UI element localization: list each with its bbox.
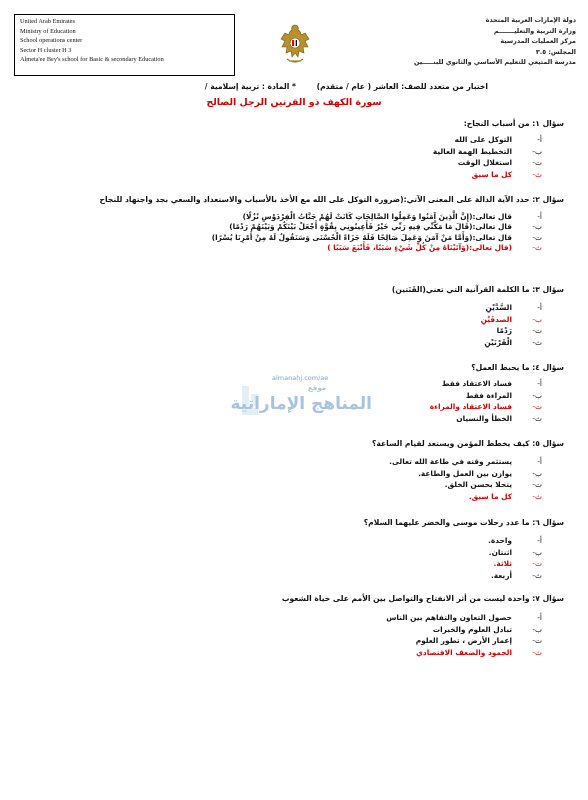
option-letter: ب- — [532, 624, 542, 634]
options-list — [19, 302, 542, 348]
en-line: United Arab Emirates — [20, 18, 75, 25]
ar-line: مركز العمليات المدرسية — [500, 37, 576, 46]
en-line: Sector H cluster H 3 — [20, 46, 72, 54]
page-title: سورة الكهف ذو القرنين الرجل الصالح — [206, 97, 382, 108]
option-d-correct — [19, 169, 542, 181]
option-letter: أ- — [537, 536, 542, 545]
option-letter: ث- — [532, 243, 542, 253]
exam-info-line — [108, 82, 488, 91]
option-letter: ت- — [532, 559, 542, 569]
exam-grade: اختبار من متعدد للصف: العاشر ( عام / متقدم) — [316, 82, 488, 91]
option-letter: ث- — [532, 647, 542, 657]
option-text: الصدفَيْنِ — [480, 314, 512, 324]
option-letter: أ- — [537, 212, 542, 221]
option-d-correct — [19, 647, 542, 659]
option-a — [19, 535, 542, 547]
option-letter: ث- — [532, 169, 542, 179]
ar-line: وزارة التربية والتعليـــــــم — [493, 26, 576, 35]
options-list — [19, 535, 542, 581]
option-c — [19, 233, 542, 243]
option-letter: ت- — [532, 402, 542, 412]
option-letter: أ- — [537, 379, 542, 388]
option-c — [19, 479, 542, 491]
option-letter: ب- — [532, 222, 542, 232]
question-5 — [19, 439, 564, 502]
option-text: إعمار الأرض ، تطور العلوم — [415, 636, 512, 646]
option-text: يوازن بين العمل والطاعة. — [418, 468, 512, 478]
question-4 — [19, 363, 564, 424]
options-list — [19, 456, 542, 502]
question-text: سؤال ٦: ما عدد رحلات موسى والخضر عليهما السلام؟ — [363, 518, 564, 527]
uae-emblem-icon — [279, 23, 311, 67]
option-text: الجمود والضعف الاقتصادي — [416, 647, 512, 657]
option-text: السَّدَّيْنِ — [485, 303, 512, 312]
options-list — [19, 612, 542, 658]
question-1 — [19, 119, 564, 180]
option-c — [19, 157, 542, 169]
ar-line: مدرسة المتيعي للتعليم الأساسي والثانوي للبنـــــين — [414, 58, 576, 67]
option-b — [19, 146, 542, 158]
watermark-sub: موقع — [308, 384, 327, 392]
option-letter: أ- — [537, 613, 542, 622]
option-text: رَدْمًا — [496, 326, 512, 336]
option-a — [19, 612, 542, 624]
option-text: استغلال الوقت — [457, 158, 512, 168]
option-letter: ت- — [532, 480, 542, 490]
option-text: تبادل العلوم والخبرات — [432, 624, 512, 634]
en-line: Almeta'ee Bey's school for Basic & secondary Education — [20, 56, 164, 64]
option-d-correct — [19, 491, 542, 503]
option-text: التخطيط الهمة العالية — [432, 146, 512, 156]
question-2 — [19, 195, 564, 254]
option-text: أربعة. — [490, 570, 512, 580]
english-header-box — [14, 14, 235, 76]
option-b — [19, 390, 542, 402]
question-7 — [19, 594, 564, 658]
option-d — [19, 337, 542, 349]
ar-line: المجلس: ٣.٥ — [535, 47, 576, 56]
option-text: يستثمر وقته في طاعة الله تعالى. — [389, 457, 512, 466]
options-list — [19, 378, 542, 424]
en-line: School operations center — [20, 37, 83, 45]
option-b — [19, 547, 542, 559]
option-a — [19, 378, 542, 390]
option-text: المراءة فقط — [465, 390, 512, 400]
options-list — [19, 134, 542, 180]
option-text: فساد الاعتقاد والمراءة — [429, 402, 512, 412]
exam-subject: * المادة : تربية إسلامية / — [204, 82, 296, 91]
option-letter: أ- — [537, 135, 542, 144]
option-letter: ث- — [532, 491, 542, 501]
option-letter: ت- — [532, 326, 542, 336]
options-list — [19, 212, 542, 254]
option-text: ثلاثة. — [493, 559, 512, 569]
option-c-correct — [19, 401, 542, 413]
question-text: سؤال ٢: حدد الآية الدالة على المعنى الآتي:(ضرورة التوكل على الله مع الأخذ بالأسباب والاستعداد والسعي بجد واجتهاد للنجاح — [99, 195, 564, 204]
option-text: كل ما سبق. — [468, 491, 512, 501]
option-text: قال تعالى:(قَالَ مَا مَكَّنِّي فِيهِ رَبِّي خَيْرٌ فَأَعِينُونِي بِقُوَّةٍ أَجْعَلْ بَيْنَكُمْ وَبَيْنَهُمْ رَدْمًا) — [229, 222, 512, 232]
option-b — [19, 468, 542, 480]
option-text: قال تعالى:(إِنَّ الَّذِينَ آمَنُوا وَعَمِلُوا الصَّالِحَاتِ كَانَتْ لَهُمْ جَنَّاتُ الْفِرْدَوْسِ نُزُلًا) — [242, 212, 512, 221]
arabic-header — [406, 15, 576, 68]
option-letter: ب- — [532, 314, 542, 324]
en-line: Ministry of Education — [20, 27, 76, 35]
option-letter: ث- — [532, 413, 542, 423]
option-letter: ث- — [532, 570, 542, 580]
question-text: سؤال ٣: ما الكلمة القرآنية التي تعني(القَنَتين) — [391, 285, 564, 294]
option-letter: أ- — [537, 457, 542, 466]
question-text: سؤال ٤: ما يحبط العمل؟ — [471, 363, 564, 372]
option-c-correct — [19, 558, 542, 570]
option-letter: ث- — [532, 337, 542, 347]
option-a — [19, 134, 542, 146]
option-text: الْقَرْنَيْنِ — [484, 337, 512, 347]
option-text: كل ما سبق — [471, 169, 512, 179]
option-a — [19, 212, 542, 222]
option-text: قال تعالى:(وَأَمَّا مَنْ آمَنَ وَعَمِلَ صَالِحًا فَلَهُ جَزَاءً الْحُسْنَى وَسَنَقُولُ لَهُ مِنْ أَمْرِنَا يُسْرًا) — [211, 232, 512, 242]
question-6 — [19, 518, 564, 581]
option-text: الخطأ والنسيان — [456, 413, 512, 423]
option-text: حصول التعاون والتفاهم بين الناس — [386, 613, 512, 622]
option-c — [19, 325, 542, 337]
option-b — [19, 222, 542, 232]
option-b — [19, 624, 542, 636]
option-text: فساد الاعتقاد فقط — [441, 379, 512, 388]
option-letter: ب- — [532, 390, 542, 400]
option-b-correct — [19, 314, 542, 326]
option-letter: ب- — [532, 468, 542, 478]
option-text: واحدة. — [488, 536, 512, 545]
option-d — [19, 570, 542, 582]
question-text: سؤال ٥: كيف يخطط المؤمن ويستعد لقيام الساعة؟ — [371, 439, 564, 448]
option-letter: ت- — [532, 232, 542, 242]
ar-line: دولة الإمارات العربية المتحدة — [485, 16, 576, 24]
option-d — [19, 413, 542, 425]
watermark-text: المناهج الإماراتية — [230, 394, 372, 414]
option-d-correct — [19, 243, 542, 253]
question-3 — [19, 285, 564, 348]
watermark-url: almanahj.com/ae — [272, 374, 329, 382]
option-text: يتحلا بحسن الخلق. — [444, 480, 512, 490]
option-letter: ت- — [532, 158, 542, 168]
option-letter: ب- — [532, 146, 542, 156]
option-c — [19, 635, 542, 647]
option-letter: ب- — [532, 547, 542, 557]
option-text: التوكل على الله — [454, 135, 512, 144]
option-letter: أ- — [537, 303, 542, 312]
option-a — [19, 456, 542, 468]
option-text: (قال تعالى:(وَآتَيْنَاهُ مِنْ كُلِّ شَيْءٍ سَبَبًا، فَأَتْبَعَ سَبَبًا ) — [327, 243, 512, 253]
option-text: اثنتان. — [488, 547, 512, 557]
question-text: سؤال ١: من أسباب النجاح: — [463, 119, 564, 128]
option-a — [19, 302, 542, 314]
question-text: سؤال ٧: واحدة ليست من أثر الانفتاح والتواصل بين الأمم على حياة الشعوب — [281, 594, 564, 603]
option-letter: ت- — [532, 636, 542, 646]
